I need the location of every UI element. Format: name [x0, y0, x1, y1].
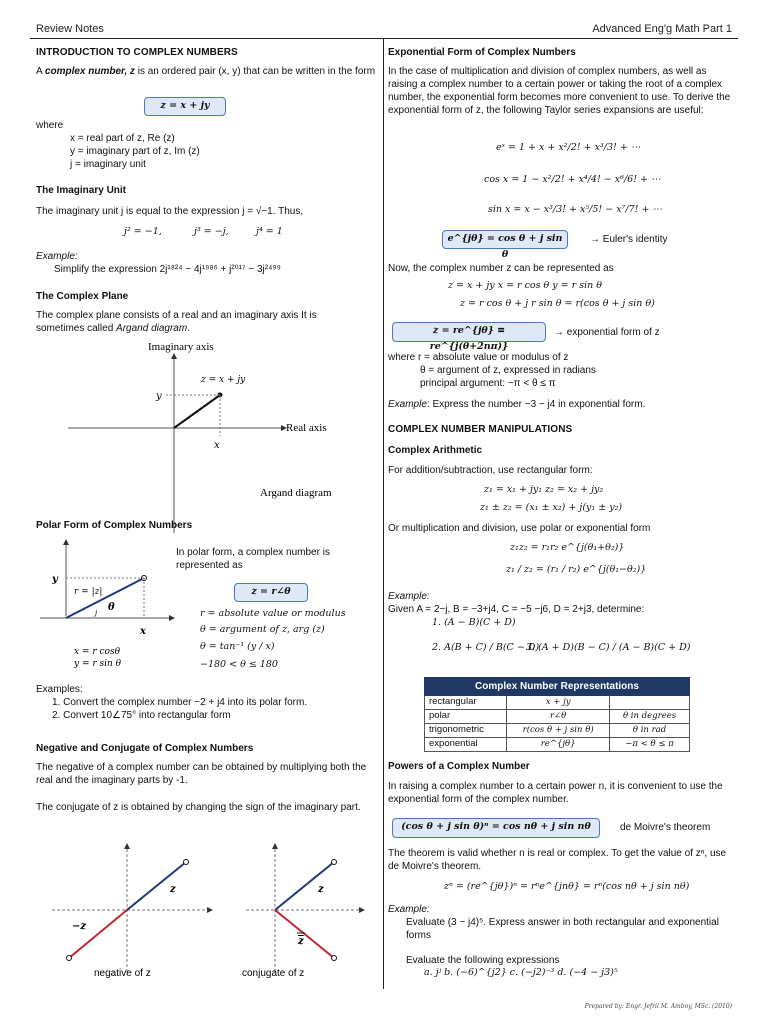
real-axis-label: Real axis: [286, 422, 327, 434]
table-row: exponential re^{jθ} −π < θ ≤ π: [425, 738, 690, 752]
polar-example-1: 1. Convert the complex number −2 + j4 into its polar form.: [52, 697, 308, 708]
polar-example-2: 2. Convert 10∠75° into rectangular form: [52, 710, 231, 721]
eval-items: a. jʲ b. (−6)^{j2} c. (−j2)⁻³ d. (−4 − j3)⁵: [424, 967, 618, 978]
arith-example-label: Example:: [388, 591, 430, 602]
polar-j-label: j: [95, 609, 98, 617]
polar-ysin: y = r sin θ: [74, 659, 122, 669]
exp-form-box: z = re^{jθ} ≡ re^{j(θ+2nπ)}: [392, 322, 546, 342]
table-title: Complex Number Representations: [425, 678, 690, 696]
demoivre-box: (cos θ + j sin θ)ⁿ = cos nθ + j sin nθ: [392, 818, 600, 838]
polar-figure: [36, 534, 176, 669]
page-header: [36, 22, 732, 36]
mul-eq-1: z₁z₂ = r₁r₂ e^{j(θ₁+θ₂)}: [510, 542, 625, 553]
zn-equation: zⁿ = (re^{jθ})ⁿ = rⁿe^{jnθ} = rⁿ(cos nθ + j sin nθ): [444, 881, 690, 892]
header-left: Review Notes: [36, 23, 104, 35]
header-rule: [30, 38, 738, 39]
table-row: trigonometric r(cos θ + j sin θ) θ in rad: [425, 724, 690, 738]
exp-form-label: → exponential form of z: [554, 327, 660, 338]
header-right: Advanced Eng'g Math Part 1: [592, 23, 732, 35]
plane-title: The Complex Plane: [36, 291, 129, 302]
now-eq-1: z = x + jy x = r cos θ y = r sin θ: [448, 280, 602, 291]
neg-title: Negative and Conjugate of Complex Numbers: [36, 743, 254, 754]
exp-def-1: where r = absolute value or modulus of z: [388, 352, 569, 363]
point-label: z = x + jy: [201, 375, 246, 385]
neg-caption: negative of z: [94, 968, 151, 979]
exp-text: In the case of multiplication and division of complex numbers, as well as raising a complex number to a certain power or taking the root of a complex number, the exponential form becomes more convenient to use. To derive the exponential form of z, the following Taylor series expansions are useful:: [388, 66, 731, 116]
polar-xcos: x = r cosθ: [74, 647, 120, 657]
now-eq-2: z = r cos θ + j r sin θ = r(cos θ + j sin θ): [460, 298, 655, 309]
imag-example: Simplify the expression 2j¹⁸²⁴ − 4j¹⁹⁸⁶ + j²⁰¹⁷ − 3j²⁴⁹⁹: [54, 264, 281, 275]
intro-paragraph: A complex number, z is an ordered pair (x, y) that can be written in the form: [36, 66, 376, 77]
conj-fig-z: z: [318, 884, 324, 895]
arith-title: Complex Arithmetic: [388, 445, 483, 456]
polar-def-3: θ = tan⁻¹ (y / x): [200, 641, 275, 652]
plane-text-2: sometimes called Argand diagram.: [36, 323, 190, 334]
task-2: 2. A(B + C) / B(C − D): [432, 642, 540, 653]
footer-credit: Prepared by: Engr. Jefril M. Amboy, MSc. (2010): [584, 1003, 732, 1010]
conj-caption: conjugate of z: [242, 968, 305, 979]
powers-text: In raising a complex number to a certain power n, it is convenient to use the exponential form of the complex number.: [388, 781, 723, 805]
taylor-cos: cos x = 1 − x²/2! + x⁴/4! − x⁶/6! + ⋯: [484, 174, 661, 185]
given-text: Given A = 2−j, B = −3+j4, C = −5 −j6, D = 2+j3, determine:: [388, 604, 645, 615]
intro-equation-box: z = x + jy: [144, 97, 226, 116]
neg-text-2: The conjugate of z is obtained by changing the sign of the imaginary part.: [36, 802, 361, 813]
exp-def-3: principal argument: −π < θ ≤ π: [420, 378, 556, 389]
def-x: x = real part of z, Re (z): [70, 133, 175, 144]
exp-title: Exponential Form of Complex Numbers: [388, 47, 576, 58]
polar-x-label: x: [140, 626, 146, 637]
imag-power-1: j² = −1,: [124, 226, 162, 237]
euler-label: → Euler's identity: [590, 234, 668, 245]
add-eq-1: z₁ = x₁ + jy₁ z₂ = x₂ + jy₂: [484, 484, 604, 495]
polar-def-4: −180 < θ ≤ 180: [200, 659, 278, 670]
neg-text-1: The negative of a complex number can be obtained by multiplying both the real and the imaginary parts by -1.: [36, 762, 367, 786]
polar-r-label: r = |z|: [74, 587, 103, 597]
powers-title: Powers of a Complex Number: [388, 761, 530, 772]
neg-fig-negz: −z: [72, 921, 87, 932]
task-3: 3. (A + D)(B − C) / (A − B)(C + D): [526, 642, 691, 653]
conj-fig-zbar: z: [298, 936, 304, 947]
imag-example-label: Example:: [36, 251, 78, 262]
polar-theta-label: θ: [108, 602, 115, 613]
exp-example: Example: Express the number −3 − j4 in exponential form.: [388, 399, 646, 410]
imag-axis-label: Imaginary axis: [148, 341, 214, 353]
mul-eq-2: z₁ / z₂ = (r₁ / r₂) e^{j(θ₁−θ₂)}: [506, 564, 647, 575]
mul-text: Or multiplication and division, use polar or exponential form: [388, 523, 651, 534]
add-eq-2: z₁ ± z₂ = (x₁ ± x₂) + j(y₁ ± y₂): [480, 502, 623, 513]
imag-text: The imaginary unit j is equal to the expression j = √−1. Thus,: [36, 206, 304, 217]
argand-caption: Argand diagram: [260, 487, 332, 499]
column-divider: [383, 39, 384, 989]
x-label: x: [214, 440, 220, 451]
def-j: j = imaginary unit: [70, 159, 146, 170]
demoivre-label: de Moivre's theorem: [620, 822, 711, 833]
plane-text-1: The complex plane consists of a real and an imaginary axis It is: [36, 310, 317, 321]
task-1: 1. (A − B)(C + D): [432, 617, 516, 628]
argand-diagram: [36, 338, 376, 548]
add-text: For addition/subtraction, use rectangular form:: [388, 465, 593, 476]
examples-label: Examples:: [36, 684, 83, 695]
y-label: y: [156, 391, 162, 402]
powers-example-label: Example:: [388, 904, 430, 915]
neg-fig-z: z: [170, 884, 176, 895]
powers-example: Evaluate (3 − j4)⁵. Express answer in both rectangular and exponential forms: [406, 917, 719, 941]
polar-y-label: y: [52, 574, 58, 585]
manip-title: COMPLEX NUMBER MANIPULATIONS: [388, 424, 573, 435]
table-row: polar r∠θ θ in degrees: [425, 710, 690, 724]
polar-title: Polar Form of Complex Numbers: [36, 520, 193, 531]
intro-title: INTRODUCTION TO COMPLEX NUMBERS: [36, 47, 238, 58]
imag-power-2: j³ = −j,: [194, 226, 229, 237]
imag-title: The Imaginary Unit: [36, 185, 127, 196]
representations-table: [424, 677, 690, 752]
now-text: Now, the complex number z can be represented as: [388, 263, 614, 274]
polar-equation-box: z = r∠θ: [234, 583, 308, 602]
euler-equation-box: e^{jθ} = cos θ + j sin θ: [442, 230, 568, 249]
polar-def-2: θ = argument of z, arg (z): [200, 624, 325, 635]
def-y: y = imaginary part of z, Im (z): [70, 146, 200, 157]
theorem-text: The theorem is valid whether n is real or complex. To get the value of zⁿ, use de Moivre's theorem.: [388, 848, 727, 872]
taylor-sin: sin x = x − x³/3! + x⁵/5! − x⁷/7! + ⋯: [488, 204, 662, 215]
negative-conjugate-figure: [36, 838, 376, 983]
polar-text: In polar form, a complex number is represented as: [176, 547, 330, 571]
eval-text: Evaluate the following expressions: [406, 955, 560, 966]
table-row: rectangular x + jy: [425, 696, 690, 710]
polar-def-1: r = absolute value or modulus: [200, 608, 346, 619]
imag-power-3: j⁴ = 1: [256, 226, 283, 237]
where-label: where: [36, 120, 64, 131]
taylor-exp: eˣ = 1 + x + x²/2! + x³/3! + ⋯: [496, 142, 641, 153]
exp-def-2: θ = argument of z, expressed in radians: [420, 365, 596, 376]
